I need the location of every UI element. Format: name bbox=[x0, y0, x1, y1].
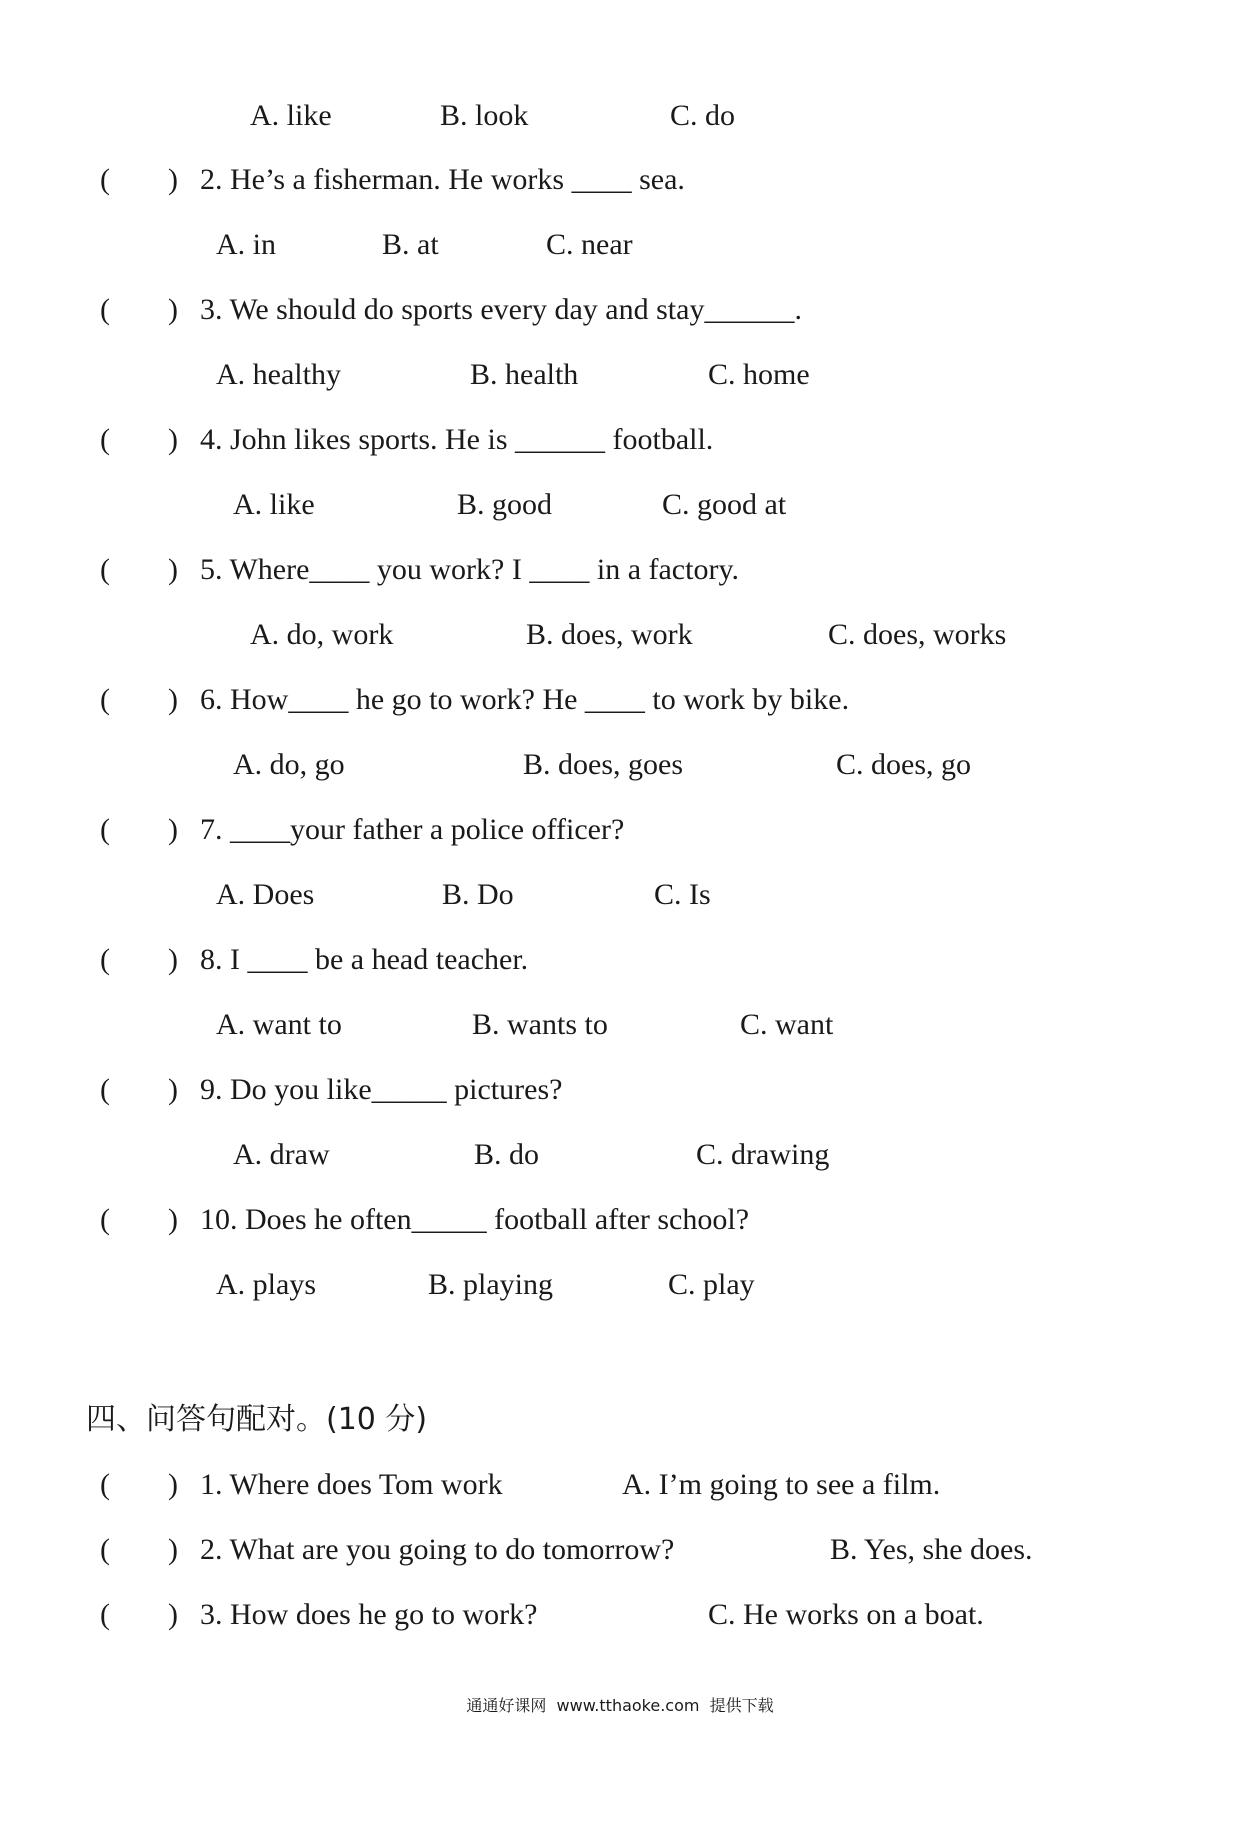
question-2-options bbox=[0, 225, 1240, 265]
answer-paren-right: ) bbox=[168, 943, 178, 976]
option-b: B. playing bbox=[428, 1268, 553, 1301]
answer-paren-left: ( bbox=[100, 163, 110, 196]
answer-paren-left: ( bbox=[100, 813, 110, 846]
answer-paren-left: ( bbox=[100, 553, 110, 586]
question-text: 4. John likes sports. He is ______ football. bbox=[200, 423, 714, 456]
answer-paren-right: ) bbox=[168, 293, 178, 326]
answer-paren-right: ) bbox=[168, 1533, 178, 1566]
question-3 bbox=[0, 290, 1240, 330]
option-a: A. do, go bbox=[233, 748, 345, 781]
matching-answer: B. Yes, she does. bbox=[830, 1533, 1033, 1566]
question-2 bbox=[0, 160, 1240, 200]
matching-question: 1. Where does Tom work bbox=[200, 1468, 503, 1501]
option-b: B. wants to bbox=[472, 1008, 608, 1041]
option-b: B. does, work bbox=[526, 618, 693, 651]
page-footer: 通通好课网 www.tthaoke.com 提供下载 bbox=[466, 1696, 774, 1715]
question-9-options bbox=[0, 1135, 1240, 1175]
matching-answer: A. I’m going to see a film. bbox=[622, 1468, 941, 1501]
question-text: 6. How____ he go to work? He ____ to work by bike. bbox=[200, 683, 850, 716]
option-c: C. Is bbox=[654, 878, 711, 911]
question-1-options bbox=[0, 96, 1240, 136]
option-c: C. good at bbox=[662, 488, 787, 521]
option-c: C. does, go bbox=[836, 748, 971, 781]
question-7 bbox=[0, 810, 1240, 850]
answer-paren-left: ( bbox=[100, 683, 110, 716]
question-6 bbox=[0, 680, 1240, 720]
question-text: 5. Where____ you work? I ____ in a factory. bbox=[200, 553, 740, 586]
question-text: 9. Do you like_____ pictures? bbox=[200, 1073, 563, 1106]
question-4-options bbox=[0, 485, 1240, 525]
option-c: C. home bbox=[708, 358, 810, 391]
answer-paren-left: ( bbox=[100, 423, 110, 456]
answer-paren-right: ) bbox=[168, 1073, 178, 1106]
question-text: 3. We should do sports every day and stay______. bbox=[200, 293, 802, 326]
option-a: A. do, work bbox=[250, 618, 394, 651]
answer-paren-left: ( bbox=[100, 1203, 110, 1236]
answer-paren-left: ( bbox=[100, 1073, 110, 1106]
option-a: A. healthy bbox=[216, 358, 341, 391]
matching-question: 2. What are you going to do tomorrow? bbox=[200, 1533, 675, 1566]
matching-item-2 bbox=[0, 1530, 1240, 1570]
question-4 bbox=[0, 420, 1240, 460]
option-b: B. Do bbox=[442, 878, 514, 911]
answer-paren-right: ) bbox=[168, 1203, 178, 1236]
answer-paren-left: ( bbox=[100, 293, 110, 326]
question-text: 8. I ____ be a head teacher. bbox=[200, 943, 529, 976]
question-8 bbox=[0, 940, 1240, 980]
matching-question: 3. How does he go to work? bbox=[200, 1598, 538, 1631]
option-c: C. want bbox=[740, 1008, 834, 1041]
answer-paren-left: ( bbox=[100, 1598, 110, 1631]
question-10 bbox=[0, 1200, 1240, 1240]
answer-paren-left: ( bbox=[100, 943, 110, 976]
question-5 bbox=[0, 550, 1240, 590]
option-c: C. do bbox=[670, 99, 736, 132]
option-c: C. play bbox=[668, 1268, 755, 1301]
question-text: 2. He’s a fisherman. He works ____ sea. bbox=[200, 163, 685, 196]
answer-paren-right: ) bbox=[168, 683, 178, 716]
option-a: A. plays bbox=[216, 1268, 316, 1301]
option-c: C. does, works bbox=[828, 618, 1007, 651]
option-b: B. good bbox=[457, 488, 553, 521]
option-c: C. near bbox=[546, 228, 633, 261]
option-a: A. draw bbox=[233, 1138, 330, 1171]
option-a: A. want to bbox=[216, 1008, 342, 1041]
question-text: 7. ____your father a police officer? bbox=[200, 813, 625, 846]
question-9 bbox=[0, 1070, 1240, 1110]
answer-paren-right: ) bbox=[168, 553, 178, 586]
option-b: B. does, goes bbox=[523, 748, 683, 781]
option-b: B. at bbox=[382, 228, 439, 261]
question-7-options bbox=[0, 875, 1240, 915]
question-3-options bbox=[0, 355, 1240, 395]
option-a: A. like bbox=[233, 488, 315, 521]
answer-paren-right: ) bbox=[168, 1598, 178, 1631]
option-b: B. do bbox=[474, 1138, 540, 1171]
option-c: C. drawing bbox=[696, 1138, 830, 1171]
answer-paren-right: ) bbox=[168, 423, 178, 456]
option-b: B. look bbox=[440, 99, 529, 132]
answer-paren-left: ( bbox=[100, 1468, 110, 1501]
answer-paren-right: ) bbox=[168, 1468, 178, 1501]
answer-paren-left: ( bbox=[100, 1533, 110, 1566]
question-text: 10. Does he often_____ football after school? bbox=[200, 1203, 750, 1236]
section-4-title: 四、问答句配对。(10 分) bbox=[86, 1402, 428, 1437]
answer-paren-right: ) bbox=[168, 163, 178, 196]
question-6-options bbox=[0, 745, 1240, 785]
answer-paren-right: ) bbox=[168, 813, 178, 846]
option-a: A. Does bbox=[216, 878, 315, 911]
option-a: A. like bbox=[250, 99, 332, 132]
question-10-options bbox=[0, 1265, 1240, 1305]
option-a: A. in bbox=[216, 228, 276, 261]
matching-answer: C. He works on a boat. bbox=[708, 1598, 984, 1631]
matching-item-3 bbox=[0, 1595, 1240, 1635]
question-8-options bbox=[0, 1005, 1240, 1045]
option-b: B. health bbox=[470, 358, 579, 391]
question-5-options bbox=[0, 615, 1240, 655]
matching-item-1 bbox=[0, 1465, 1240, 1505]
